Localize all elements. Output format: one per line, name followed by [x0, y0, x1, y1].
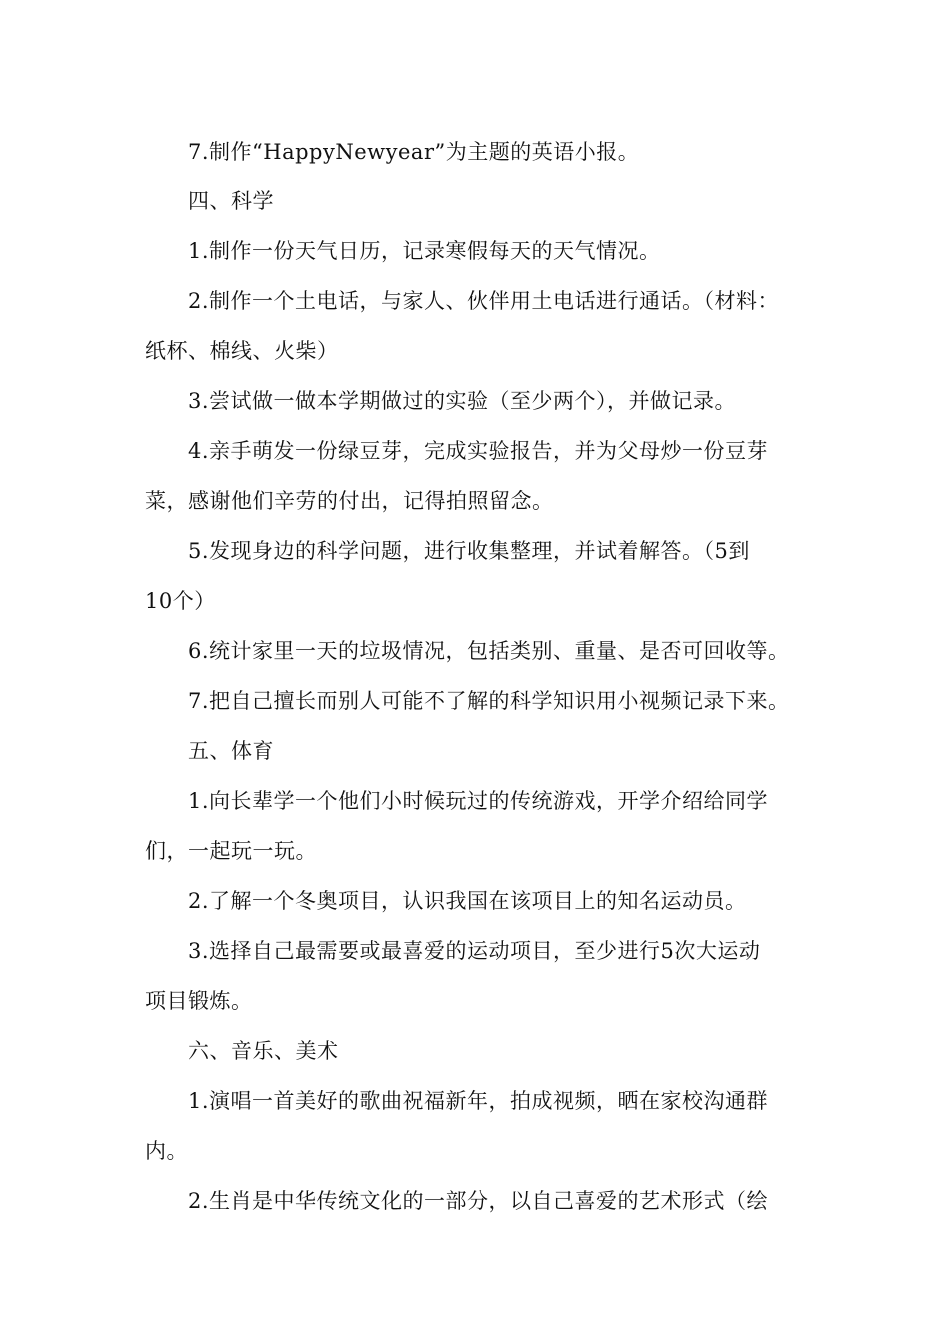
english-item-7: 7.制作“HappyNewyear”为主题的英语小报。	[188, 140, 640, 164]
section-heading-science: 四、科学	[188, 189, 274, 213]
pe-item-2: 2.了解一个冬奥项目，认识我国在该项目上的知名运动员。	[188, 889, 747, 913]
science-item-2: 2.制作一个土电话，与家人、伙伴用土电话进行通话。（材料：	[188, 289, 780, 313]
pe-item-3: 3.选择自己最需要或最喜爱的运动项目，至少进行5次大运动	[188, 939, 761, 963]
science-item-5-continued: 10个）	[145, 589, 216, 613]
science-item-7: 7.把自己擅长而别人可能不了解的科学知识用小视频记录下来。	[188, 689, 790, 713]
science-item-4: 4.亲手萌发一份绿豆芽，完成实验报告，并为父母炒一份豆芽	[188, 439, 769, 463]
pe-item-3-continued: 项目锻炼。	[145, 989, 253, 1013]
science-item-2-continued: 纸杯、棉线、火柴）	[145, 339, 339, 363]
science-item-3: 3.尝试做一做本学期做过的实验（至少两个），并做记录。	[188, 389, 737, 413]
science-item-1: 1.制作一份天气日历，记录寒假每天的天气情况。	[188, 239, 661, 263]
section-heading-music-art: 六、音乐、美术	[188, 1039, 339, 1063]
science-item-5: 5.发现身边的科学问题，进行收集整理，并试着解答。（5到	[188, 539, 750, 563]
music-art-item-1: 1.演唱一首美好的歌曲祝福新年，拍成视频，晒在家校沟通群	[188, 1089, 769, 1113]
section-heading-pe: 五、体育	[188, 739, 274, 763]
music-art-item-1-continued: 内。	[145, 1139, 188, 1163]
pe-item-1: 1.向长辈学一个他们小时候玩过的传统游戏，开学介绍给同学	[188, 789, 769, 813]
pe-item-1-continued: 们，一起玩一玩。	[145, 839, 317, 863]
science-item-4-continued: 菜，感谢他们辛劳的付出，记得拍照留念。	[145, 489, 554, 513]
music-art-item-2: 2.生肖是中华传统文化的一部分，以自己喜爱的艺术形式（绘	[188, 1189, 769, 1213]
science-item-6: 6.统计家里一天的垃圾情况，包括类别、重量、是否可回收等。	[188, 639, 790, 663]
